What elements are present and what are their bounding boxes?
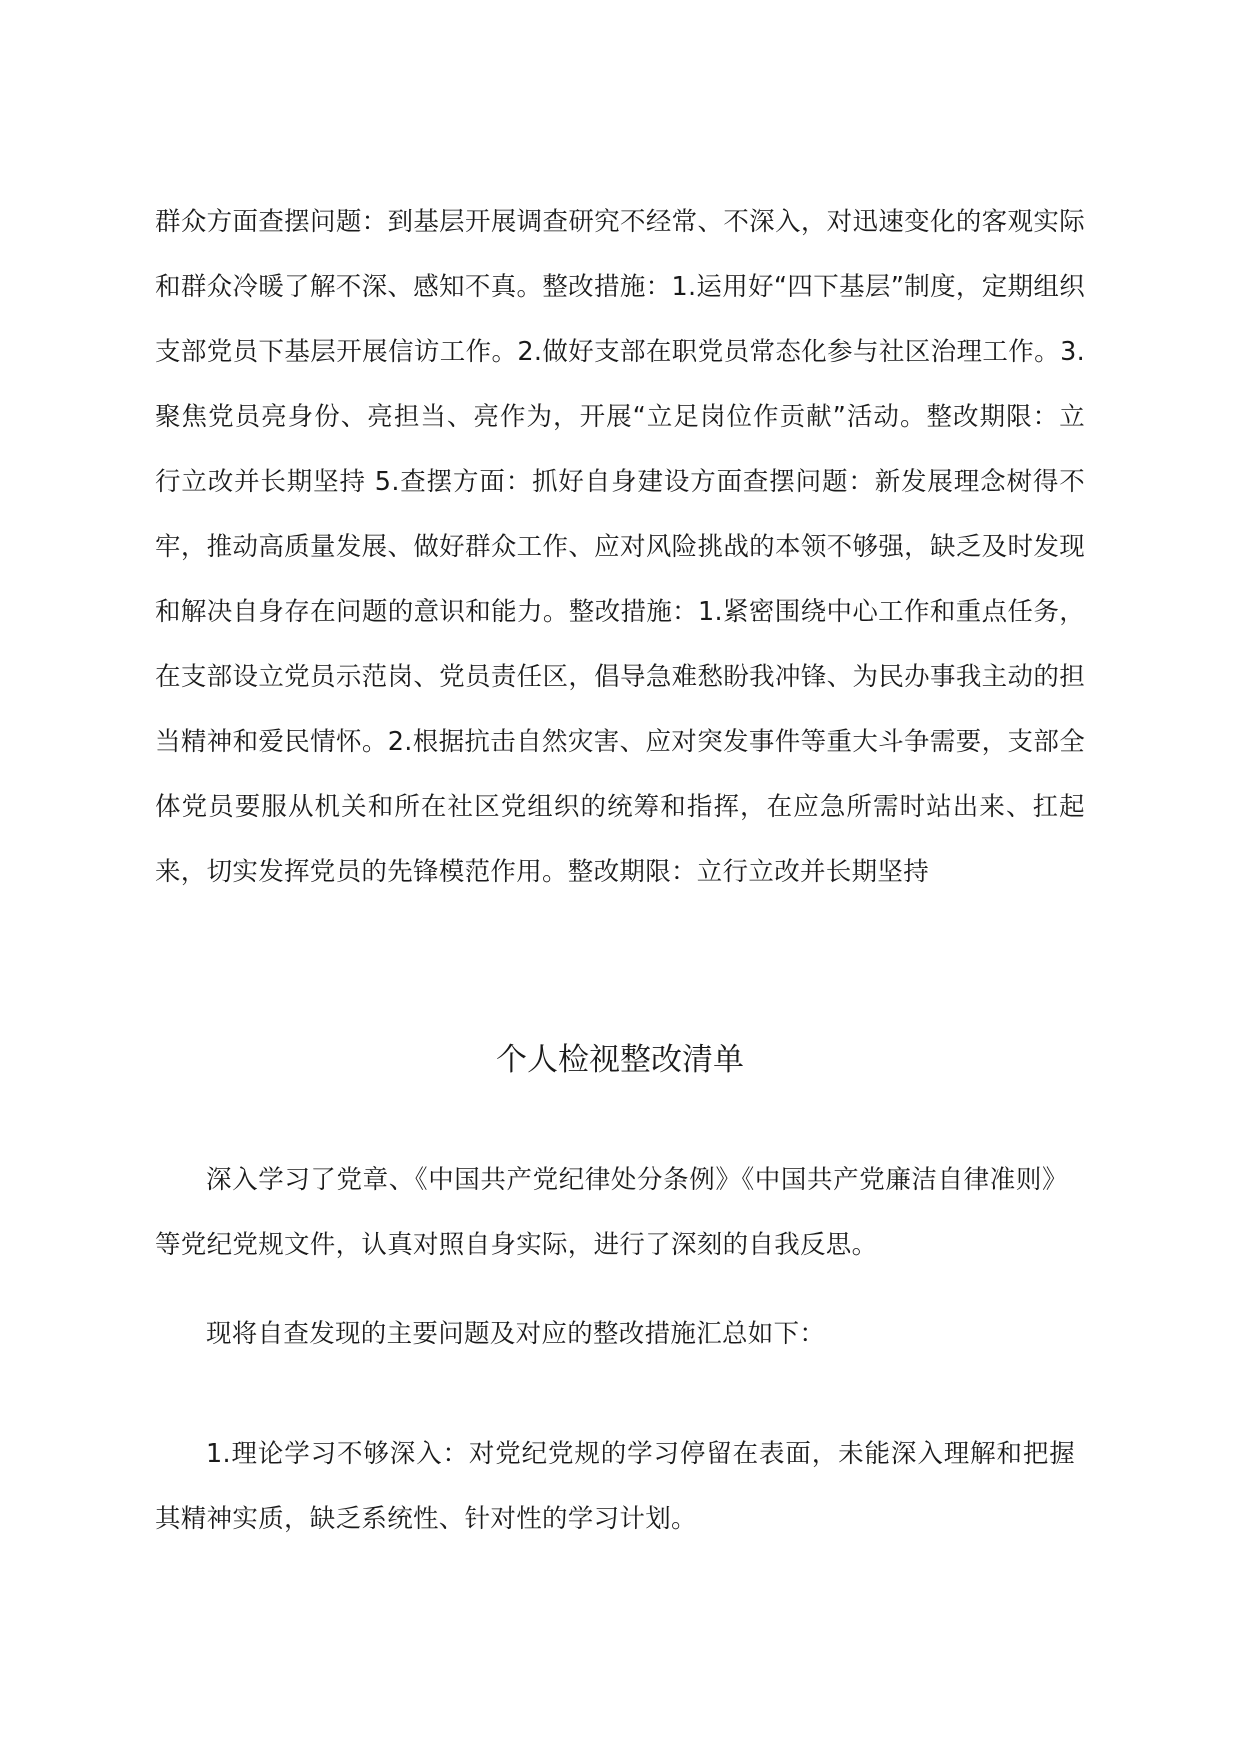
document-title: 个人检视整改清单: [496, 1042, 744, 1078]
problem-item-1: 1.理论学习不够深入：对党纪党规的学习停留在表面，未能深入理解和把握其精神实质，缺乏系统性、针对性的学习计划。: [155, 1439, 1075, 1534]
continued-paragraph: 群众方面查摆问题：到基层开展调查研究不经常、不深入，对迅速变化的客观实际和群众冷暖了解不深、感知不真。整改措施：1.运用好“四下基层”制度，定期组织支部党员下基层开展信访工作。2.做好支部在职党员常态化参与社区治理工作。3.聚焦党员亮身份、亮担当、亮作为，开展“立足岗位作贡献”活动。整改期限：立行立改并长期坚持 5.查摆方面：抓好自身建设方面查摆问题：新发展理念树得不牢，推动高质量发展、做好群众工作、应对风险挑战的本领不够强，缺乏及时发现和解决自身存在问题的意识和能力。整改措施：1.紧密围绕中心工作和重点任务，在支部设立党员示范岗、党员责任区，倡导急难愁盼我冲锋、为民办事我主动的担当精神和爱民情怀。2.根据抗击自然灾害、应对突发事件等重大斗争需要，支部全体党员要服从机关和所在社区党组织的统筹和指挥，在应急所需时站出来、扛起来，切实发挥党员的先锋模范作用。整改期限：立行立改并长期坚持: [155, 207, 1085, 887]
intro-paragraph: 深入学习了党章、《中国共产党纪律处分条例》《中国共产党廉洁自律准则》等党纪党规文件，认真对照自身实际，进行了深刻的自我反思。: [155, 1165, 1055, 1260]
summary-paragraph: 现将自查发现的主要问题及对应的整改措施汇总如下：: [206, 1319, 826, 1349]
